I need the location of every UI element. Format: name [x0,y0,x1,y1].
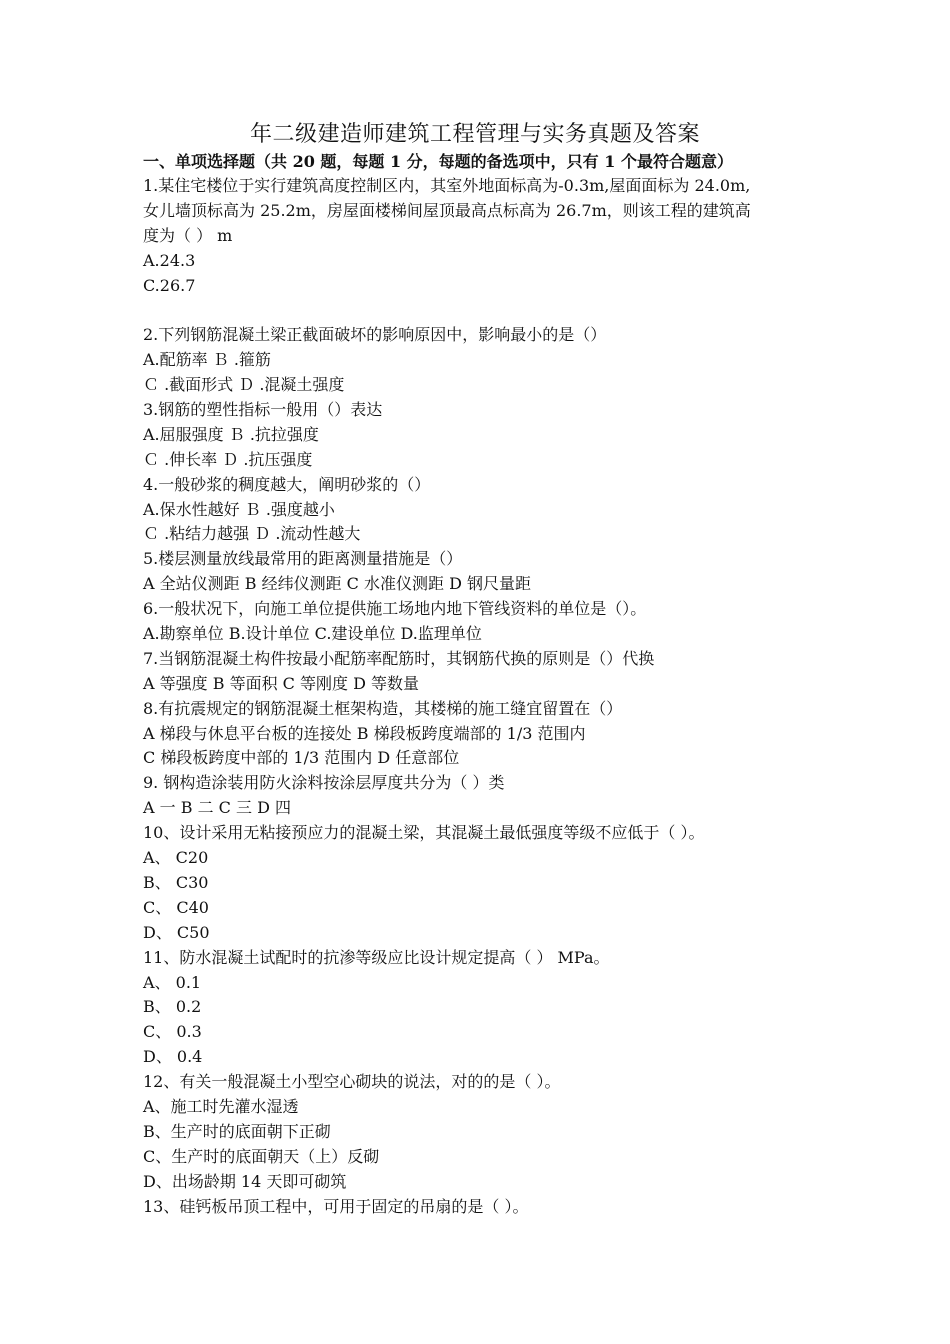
text-line: D、 0.4 [143,1047,203,1067]
text-line: 7.当钢筋混凝土构件按最小配筋率配筋时，其钢筋代换的原则是（）代换 [143,648,655,668]
section-heading: 一、单项选择题（共 20 题，每题 1 分，每题的备选项中，只有 1 个最符合题意） [143,152,733,171]
text-line: 10、设计采用无粘接预应力的混凝土梁，其混凝土最低强度等级不应低于（ ）。 [143,823,705,843]
text-line: C、 0.3 [143,1022,202,1042]
text-line: 13、硅钙板吊顶工程中，可用于固定的吊扇的是（ ）。 [143,1196,529,1216]
text-line: C.26.7 [143,275,196,295]
text-line: A、 C20 [143,848,209,868]
text-line: D、 C50 [143,922,210,942]
text-line: D、出场龄期 14 天即可砌筑 [143,1171,347,1191]
text-line: A 一 B 二 C 三 D 四 [143,798,291,818]
text-line: 6.一般状况下，向施工单位提供施工场地内地下管线资料的单位是（）。 [143,599,647,619]
text-line: 度为（ ） m [143,225,233,245]
text-line: B、 C30 [143,872,209,892]
text-line: A.屈服强度 Ｂ .抗拉强度 [143,424,319,444]
text-line: A.配筋率 Ｂ .箍筋 [143,350,271,370]
text-line: 12、有关一般混凝土小型空心砌块的说法，对的的是（ ）。 [143,1072,561,1092]
text-line: A.勘察单位 B.设计单位 C.建设单位 D.监理单位 [143,624,482,644]
text-line: A 全站仪测距 B 经纬仪测距 C 水准仪测距 D 钢尺量距 [143,574,531,594]
text-line: Ｃ .截面形式 Ｄ .混凝土强度 [143,375,345,395]
text-line: A.保水性越好 Ｂ .强度越小 [143,499,335,519]
text-line: B、 0.2 [143,997,202,1017]
text-line: 11、防水混凝土试配时的抗渗等级应比设计规定提高（ ） MPa。 [143,947,610,967]
text-line: C 梯段板跨度中部的 1/3 范围内 D 任意部位 [143,748,460,768]
text-line: A、 0.1 [143,972,202,992]
document-title: 年二级建造师建筑工程管理与实务真题及答案 [249,122,700,147]
text-line: 2.下列钢筋混凝土梁正截面破坏的影响原因中，影响最小的是（） [143,325,607,345]
text-line: 女儿墙顶标高为 25.2m，房屋面楼梯间屋顶最高点标高为 26.7m，则该工程的建筑高 [143,200,751,220]
blank-line [143,298,843,323]
text-line: 1.某住宅楼位于实行建筑高度控制区内，其室外地面标高为-0.3m,屋面面标为 24.0m, [143,176,751,195]
text-line: Ｃ .伸长率 Ｄ .抗压强度 [143,449,313,469]
text-line: C、生产时的底面朝天（上）反砌 [143,1146,380,1166]
text-line: 8.有抗震规定的钢筋混凝土框架构造，其楼梯的施工缝宜留置在（） [143,698,623,718]
text-line: A 等强度 B 等面积 C 等刚度 D 等数量 [143,673,419,693]
text-line: B、生产时的底面朝下正砌 [143,1121,331,1141]
text-line: Ｃ .粘结力越强 Ｄ .流动性越大 [143,524,361,544]
text-line: 4.一般砂浆的稠度越大，阐明砂浆的（） [143,474,431,494]
text-line: A.24.3 [143,250,196,270]
text-line: C、 C40 [143,897,209,917]
text-line: 3.钢筋的塑性指标一般用（）表达 [143,400,383,420]
text-line: 5.楼层测量放线最常用的距离测量措施是（） [143,549,463,569]
text-line: 9. 钢构造涂装用防火涂料按涂层厚度共分为（ ）类 [143,773,505,793]
text-line: A、施工时先灌水湿透 [143,1096,299,1116]
text-line: A 梯段与休息平台板的连接处 B 梯段板跨度端部的 1/3 范围内 [143,723,586,743]
document-body [143,174,843,1219]
